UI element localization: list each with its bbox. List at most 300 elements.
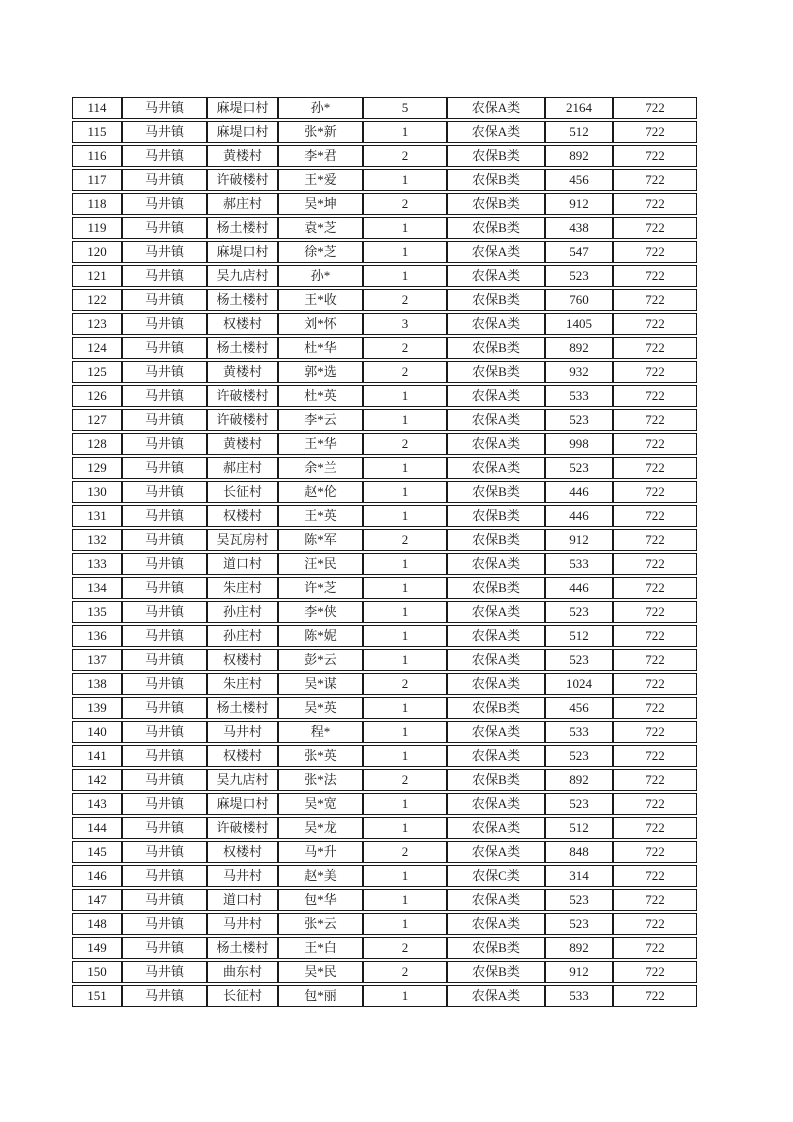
cell-village: 黄楼村 bbox=[207, 361, 278, 383]
cell-category: 农保A类 bbox=[447, 625, 545, 647]
table-row bbox=[72, 745, 697, 767]
cell-village: 吴九店村 bbox=[207, 769, 278, 791]
cell-category: 农保B类 bbox=[447, 769, 545, 791]
cell-code: 722 bbox=[613, 241, 697, 263]
cell-town: 马井镇 bbox=[122, 265, 207, 287]
cell-code: 722 bbox=[613, 913, 697, 935]
cell-count: 1 bbox=[363, 385, 447, 407]
cell-count: 2 bbox=[363, 289, 447, 311]
cell-village: 麻堤口村 bbox=[207, 241, 278, 263]
cell-category: 农保B类 bbox=[447, 697, 545, 719]
table-body bbox=[72, 97, 697, 1007]
cell-amount: 912 bbox=[545, 193, 613, 215]
cell-index: 126 bbox=[72, 385, 122, 407]
cell-category: 农保B类 bbox=[447, 337, 545, 359]
cell-category: 农保B类 bbox=[447, 961, 545, 983]
cell-name: 张*法 bbox=[278, 769, 363, 791]
beneficiary-table bbox=[72, 95, 697, 1009]
table-row bbox=[72, 721, 697, 743]
cell-index: 125 bbox=[72, 361, 122, 383]
cell-index: 142 bbox=[72, 769, 122, 791]
table-row bbox=[72, 265, 697, 287]
cell-code: 722 bbox=[613, 169, 697, 191]
cell-code: 722 bbox=[613, 889, 697, 911]
cell-town: 马井镇 bbox=[122, 505, 207, 527]
cell-category: 农保A类 bbox=[447, 97, 545, 119]
cell-village: 曲东村 bbox=[207, 961, 278, 983]
cell-name: 彭*云 bbox=[278, 649, 363, 671]
table-row bbox=[72, 241, 697, 263]
cell-code: 722 bbox=[613, 937, 697, 959]
cell-amount: 446 bbox=[545, 481, 613, 503]
cell-village: 朱庄村 bbox=[207, 673, 278, 695]
cell-count: 1 bbox=[363, 985, 447, 1007]
cell-amount: 912 bbox=[545, 961, 613, 983]
cell-amount: 512 bbox=[545, 817, 613, 839]
cell-code: 722 bbox=[613, 361, 697, 383]
cell-amount: 523 bbox=[545, 409, 613, 431]
cell-name: 吴*宽 bbox=[278, 793, 363, 815]
cell-category: 农保B类 bbox=[447, 361, 545, 383]
cell-code: 722 bbox=[613, 409, 697, 431]
cell-count: 1 bbox=[363, 721, 447, 743]
cell-name: 吴*龙 bbox=[278, 817, 363, 839]
cell-code: 722 bbox=[613, 289, 697, 311]
cell-village: 权楼村 bbox=[207, 841, 278, 863]
cell-code: 722 bbox=[613, 865, 697, 887]
cell-index: 148 bbox=[72, 913, 122, 935]
cell-code: 722 bbox=[613, 529, 697, 551]
cell-category: 农保A类 bbox=[447, 457, 545, 479]
cell-count: 1 bbox=[363, 625, 447, 647]
table-row bbox=[72, 289, 697, 311]
cell-amount: 912 bbox=[545, 529, 613, 551]
cell-amount: 892 bbox=[545, 337, 613, 359]
cell-code: 722 bbox=[613, 985, 697, 1007]
table-row bbox=[72, 937, 697, 959]
cell-count: 1 bbox=[363, 649, 447, 671]
cell-count: 2 bbox=[363, 337, 447, 359]
cell-count: 2 bbox=[363, 841, 447, 863]
cell-name: 张*英 bbox=[278, 745, 363, 767]
cell-name: 孙* bbox=[278, 265, 363, 287]
cell-village: 道口村 bbox=[207, 553, 278, 575]
cell-amount: 512 bbox=[545, 121, 613, 143]
cell-index: 130 bbox=[72, 481, 122, 503]
cell-count: 1 bbox=[363, 481, 447, 503]
cell-town: 马井镇 bbox=[122, 625, 207, 647]
cell-category: 农保A类 bbox=[447, 913, 545, 935]
cell-town: 马井镇 bbox=[122, 937, 207, 959]
cell-code: 722 bbox=[613, 265, 697, 287]
cell-name: 王*华 bbox=[278, 433, 363, 455]
cell-amount: 456 bbox=[545, 169, 613, 191]
cell-amount: 523 bbox=[545, 913, 613, 935]
cell-category: 农保B类 bbox=[447, 145, 545, 167]
cell-village: 杨土楼村 bbox=[207, 937, 278, 959]
table-row bbox=[72, 169, 697, 191]
cell-town: 马井镇 bbox=[122, 97, 207, 119]
cell-count: 1 bbox=[363, 409, 447, 431]
cell-count: 1 bbox=[363, 817, 447, 839]
cell-town: 马井镇 bbox=[122, 121, 207, 143]
cell-amount: 998 bbox=[545, 433, 613, 455]
cell-count: 1 bbox=[363, 553, 447, 575]
cell-index: 127 bbox=[72, 409, 122, 431]
cell-category: 农保B类 bbox=[447, 505, 545, 527]
cell-town: 马井镇 bbox=[122, 529, 207, 551]
cell-count: 1 bbox=[363, 577, 447, 599]
cell-village: 郝庄村 bbox=[207, 193, 278, 215]
cell-index: 118 bbox=[72, 193, 122, 215]
cell-town: 马井镇 bbox=[122, 673, 207, 695]
cell-amount: 2164 bbox=[545, 97, 613, 119]
cell-index: 120 bbox=[72, 241, 122, 263]
cell-code: 722 bbox=[613, 481, 697, 503]
cell-category: 农保A类 bbox=[447, 313, 545, 335]
table-row bbox=[72, 433, 697, 455]
cell-count: 1 bbox=[363, 241, 447, 263]
cell-town: 马井镇 bbox=[122, 433, 207, 455]
table-row bbox=[72, 913, 697, 935]
cell-code: 722 bbox=[613, 97, 697, 119]
cell-count: 2 bbox=[363, 529, 447, 551]
cell-village: 吴九店村 bbox=[207, 265, 278, 287]
cell-name: 包*华 bbox=[278, 889, 363, 911]
cell-category: 农保B类 bbox=[447, 937, 545, 959]
cell-name: 郭*选 bbox=[278, 361, 363, 383]
cell-index: 129 bbox=[72, 457, 122, 479]
table-row bbox=[72, 337, 697, 359]
cell-category: 农保A类 bbox=[447, 409, 545, 431]
cell-town: 马井镇 bbox=[122, 841, 207, 863]
table-row bbox=[72, 697, 697, 719]
cell-index: 140 bbox=[72, 721, 122, 743]
cell-village: 朱庄村 bbox=[207, 577, 278, 599]
cell-village: 马井村 bbox=[207, 721, 278, 743]
cell-amount: 892 bbox=[545, 769, 613, 791]
cell-category: 农保B类 bbox=[447, 529, 545, 551]
cell-amount: 1024 bbox=[545, 673, 613, 695]
cell-town: 马井镇 bbox=[122, 337, 207, 359]
table-row bbox=[72, 385, 697, 407]
cell-index: 121 bbox=[72, 265, 122, 287]
table-row bbox=[72, 481, 697, 503]
cell-village: 许破楼村 bbox=[207, 817, 278, 839]
cell-amount: 523 bbox=[545, 265, 613, 287]
cell-amount: 523 bbox=[545, 457, 613, 479]
table-row bbox=[72, 529, 697, 551]
cell-index: 119 bbox=[72, 217, 122, 239]
cell-index: 133 bbox=[72, 553, 122, 575]
cell-town: 马井镇 bbox=[122, 985, 207, 1007]
cell-village: 许破楼村 bbox=[207, 385, 278, 407]
cell-village: 权楼村 bbox=[207, 649, 278, 671]
cell-category: 农保A类 bbox=[447, 553, 545, 575]
cell-category: 农保A类 bbox=[447, 265, 545, 287]
table-row bbox=[72, 985, 697, 1007]
cell-count: 1 bbox=[363, 745, 447, 767]
cell-code: 722 bbox=[613, 745, 697, 767]
cell-village: 麻堤口村 bbox=[207, 97, 278, 119]
cell-name: 李*侠 bbox=[278, 601, 363, 623]
cell-town: 马井镇 bbox=[122, 145, 207, 167]
cell-town: 马井镇 bbox=[122, 481, 207, 503]
cell-index: 114 bbox=[72, 97, 122, 119]
cell-name: 袁*芝 bbox=[278, 217, 363, 239]
cell-count: 2 bbox=[363, 361, 447, 383]
cell-name: 孙* bbox=[278, 97, 363, 119]
cell-code: 722 bbox=[613, 145, 697, 167]
cell-index: 128 bbox=[72, 433, 122, 455]
cell-name: 吴*坤 bbox=[278, 193, 363, 215]
cell-village: 吴瓦房村 bbox=[207, 529, 278, 551]
cell-index: 117 bbox=[72, 169, 122, 191]
cell-category: 农保A类 bbox=[447, 673, 545, 695]
cell-name: 汪*民 bbox=[278, 553, 363, 575]
cell-amount: 446 bbox=[545, 577, 613, 599]
cell-name: 刘*怀 bbox=[278, 313, 363, 335]
cell-count: 1 bbox=[363, 889, 447, 911]
table-row bbox=[72, 313, 697, 335]
cell-index: 143 bbox=[72, 793, 122, 815]
cell-name: 包*丽 bbox=[278, 985, 363, 1007]
table-row bbox=[72, 193, 697, 215]
cell-village: 长征村 bbox=[207, 481, 278, 503]
cell-category: 农保A类 bbox=[447, 385, 545, 407]
cell-village: 黄楼村 bbox=[207, 433, 278, 455]
cell-amount: 892 bbox=[545, 937, 613, 959]
cell-category: 农保C类 bbox=[447, 865, 545, 887]
cell-town: 马井镇 bbox=[122, 697, 207, 719]
cell-amount: 523 bbox=[545, 649, 613, 671]
cell-amount: 446 bbox=[545, 505, 613, 527]
cell-village: 孙庄村 bbox=[207, 601, 278, 623]
cell-town: 马井镇 bbox=[122, 865, 207, 887]
cell-code: 722 bbox=[613, 817, 697, 839]
cell-town: 马井镇 bbox=[122, 817, 207, 839]
cell-name: 徐*芝 bbox=[278, 241, 363, 263]
cell-village: 马井村 bbox=[207, 913, 278, 935]
cell-index: 141 bbox=[72, 745, 122, 767]
cell-category: 农保A类 bbox=[447, 601, 545, 623]
cell-index: 151 bbox=[72, 985, 122, 1007]
cell-amount: 760 bbox=[545, 289, 613, 311]
cell-name: 陈*妮 bbox=[278, 625, 363, 647]
cell-town: 马井镇 bbox=[122, 913, 207, 935]
cell-category: 农保A类 bbox=[447, 793, 545, 815]
cell-code: 722 bbox=[613, 193, 697, 215]
cell-count: 1 bbox=[363, 505, 447, 527]
cell-count: 2 bbox=[363, 193, 447, 215]
cell-code: 722 bbox=[613, 793, 697, 815]
cell-count: 3 bbox=[363, 313, 447, 335]
table-row bbox=[72, 505, 697, 527]
cell-amount: 892 bbox=[545, 145, 613, 167]
cell-town: 马井镇 bbox=[122, 889, 207, 911]
cell-count: 1 bbox=[363, 793, 447, 815]
cell-index: 123 bbox=[72, 313, 122, 335]
table-row bbox=[72, 793, 697, 815]
cell-category: 农保B类 bbox=[447, 481, 545, 503]
cell-code: 722 bbox=[613, 385, 697, 407]
cell-index: 136 bbox=[72, 625, 122, 647]
cell-amount: 512 bbox=[545, 625, 613, 647]
cell-index: 145 bbox=[72, 841, 122, 863]
cell-name: 张*新 bbox=[278, 121, 363, 143]
cell-town: 马井镇 bbox=[122, 721, 207, 743]
cell-count: 2 bbox=[363, 673, 447, 695]
cell-town: 马井镇 bbox=[122, 457, 207, 479]
cell-code: 722 bbox=[613, 625, 697, 647]
cell-code: 722 bbox=[613, 337, 697, 359]
cell-amount: 1405 bbox=[545, 313, 613, 335]
cell-index: 132 bbox=[72, 529, 122, 551]
table-row bbox=[72, 97, 697, 119]
cell-village: 马井村 bbox=[207, 865, 278, 887]
cell-village: 杨土楼村 bbox=[207, 217, 278, 239]
cell-category: 农保B类 bbox=[447, 193, 545, 215]
cell-code: 722 bbox=[613, 673, 697, 695]
cell-name: 李*君 bbox=[278, 145, 363, 167]
table-row bbox=[72, 121, 697, 143]
cell-count: 5 bbox=[363, 97, 447, 119]
cell-index: 124 bbox=[72, 337, 122, 359]
cell-index: 135 bbox=[72, 601, 122, 623]
table-row bbox=[72, 577, 697, 599]
cell-count: 1 bbox=[363, 121, 447, 143]
cell-amount: 533 bbox=[545, 553, 613, 575]
cell-name: 吴*谋 bbox=[278, 673, 363, 695]
cell-category: 农保A类 bbox=[447, 889, 545, 911]
cell-category: 农保A类 bbox=[447, 985, 545, 1007]
cell-town: 马井镇 bbox=[122, 217, 207, 239]
cell-name: 赵*美 bbox=[278, 865, 363, 887]
cell-count: 1 bbox=[363, 865, 447, 887]
cell-name: 王*收 bbox=[278, 289, 363, 311]
cell-category: 农保A类 bbox=[447, 721, 545, 743]
cell-count: 2 bbox=[363, 769, 447, 791]
table-row bbox=[72, 889, 697, 911]
table-row bbox=[72, 457, 697, 479]
table-row bbox=[72, 217, 697, 239]
cell-code: 722 bbox=[613, 313, 697, 335]
cell-amount: 523 bbox=[545, 889, 613, 911]
cell-village: 麻堤口村 bbox=[207, 121, 278, 143]
cell-town: 马井镇 bbox=[122, 361, 207, 383]
cell-count: 1 bbox=[363, 265, 447, 287]
table-row bbox=[72, 817, 697, 839]
cell-village: 黄楼村 bbox=[207, 145, 278, 167]
cell-index: 134 bbox=[72, 577, 122, 599]
table-row bbox=[72, 625, 697, 647]
cell-count: 1 bbox=[363, 601, 447, 623]
cell-category: 农保A类 bbox=[447, 241, 545, 263]
cell-village: 杨土楼村 bbox=[207, 697, 278, 719]
cell-index: 131 bbox=[72, 505, 122, 527]
cell-village: 权楼村 bbox=[207, 745, 278, 767]
table-row bbox=[72, 649, 697, 671]
cell-name: 陈*军 bbox=[278, 529, 363, 551]
cell-category: 农保A类 bbox=[447, 817, 545, 839]
cell-count: 2 bbox=[363, 145, 447, 167]
cell-amount: 533 bbox=[545, 385, 613, 407]
cell-town: 马井镇 bbox=[122, 289, 207, 311]
cell-category: 农保A类 bbox=[447, 841, 545, 863]
cell-code: 722 bbox=[613, 721, 697, 743]
cell-town: 马井镇 bbox=[122, 649, 207, 671]
cell-category: 农保A类 bbox=[447, 121, 545, 143]
cell-count: 2 bbox=[363, 433, 447, 455]
cell-name: 吴*民 bbox=[278, 961, 363, 983]
cell-category: 农保B类 bbox=[447, 289, 545, 311]
cell-code: 722 bbox=[613, 577, 697, 599]
cell-code: 722 bbox=[613, 121, 697, 143]
cell-amount: 314 bbox=[545, 865, 613, 887]
cell-code: 722 bbox=[613, 769, 697, 791]
cell-code: 722 bbox=[613, 457, 697, 479]
cell-name: 李*云 bbox=[278, 409, 363, 431]
cell-amount: 848 bbox=[545, 841, 613, 863]
cell-name: 赵*伦 bbox=[278, 481, 363, 503]
cell-town: 马井镇 bbox=[122, 241, 207, 263]
cell-amount: 523 bbox=[545, 793, 613, 815]
cell-code: 722 bbox=[613, 841, 697, 863]
cell-code: 722 bbox=[613, 961, 697, 983]
cell-town: 马井镇 bbox=[122, 793, 207, 815]
cell-category: 农保A类 bbox=[447, 649, 545, 671]
cell-name: 马*升 bbox=[278, 841, 363, 863]
cell-town: 马井镇 bbox=[122, 601, 207, 623]
table-row bbox=[72, 865, 697, 887]
cell-count: 2 bbox=[363, 937, 447, 959]
cell-count: 1 bbox=[363, 697, 447, 719]
cell-code: 722 bbox=[613, 217, 697, 239]
cell-town: 马井镇 bbox=[122, 745, 207, 767]
cell-town: 马井镇 bbox=[122, 193, 207, 215]
table-row bbox=[72, 409, 697, 431]
cell-amount: 533 bbox=[545, 985, 613, 1007]
cell-village: 杨土楼村 bbox=[207, 289, 278, 311]
cell-village: 郝庄村 bbox=[207, 457, 278, 479]
cell-count: 1 bbox=[363, 217, 447, 239]
cell-name: 王*爱 bbox=[278, 169, 363, 191]
cell-village: 道口村 bbox=[207, 889, 278, 911]
cell-index: 147 bbox=[72, 889, 122, 911]
cell-town: 马井镇 bbox=[122, 169, 207, 191]
cell-name: 张*云 bbox=[278, 913, 363, 935]
cell-name: 吴*英 bbox=[278, 697, 363, 719]
cell-village: 长征村 bbox=[207, 985, 278, 1007]
cell-village: 许破楼村 bbox=[207, 409, 278, 431]
table-row bbox=[72, 601, 697, 623]
cell-category: 农保A类 bbox=[447, 433, 545, 455]
cell-code: 722 bbox=[613, 433, 697, 455]
cell-village: 权楼村 bbox=[207, 505, 278, 527]
cell-index: 138 bbox=[72, 673, 122, 695]
cell-code: 722 bbox=[613, 601, 697, 623]
table-row bbox=[72, 361, 697, 383]
cell-category: 农保B类 bbox=[447, 169, 545, 191]
cell-name: 余*兰 bbox=[278, 457, 363, 479]
cell-count: 1 bbox=[363, 169, 447, 191]
cell-index: 139 bbox=[72, 697, 122, 719]
cell-name: 许*芝 bbox=[278, 577, 363, 599]
table-row bbox=[72, 769, 697, 791]
cell-count: 2 bbox=[363, 961, 447, 983]
cell-village: 权楼村 bbox=[207, 313, 278, 335]
cell-amount: 932 bbox=[545, 361, 613, 383]
